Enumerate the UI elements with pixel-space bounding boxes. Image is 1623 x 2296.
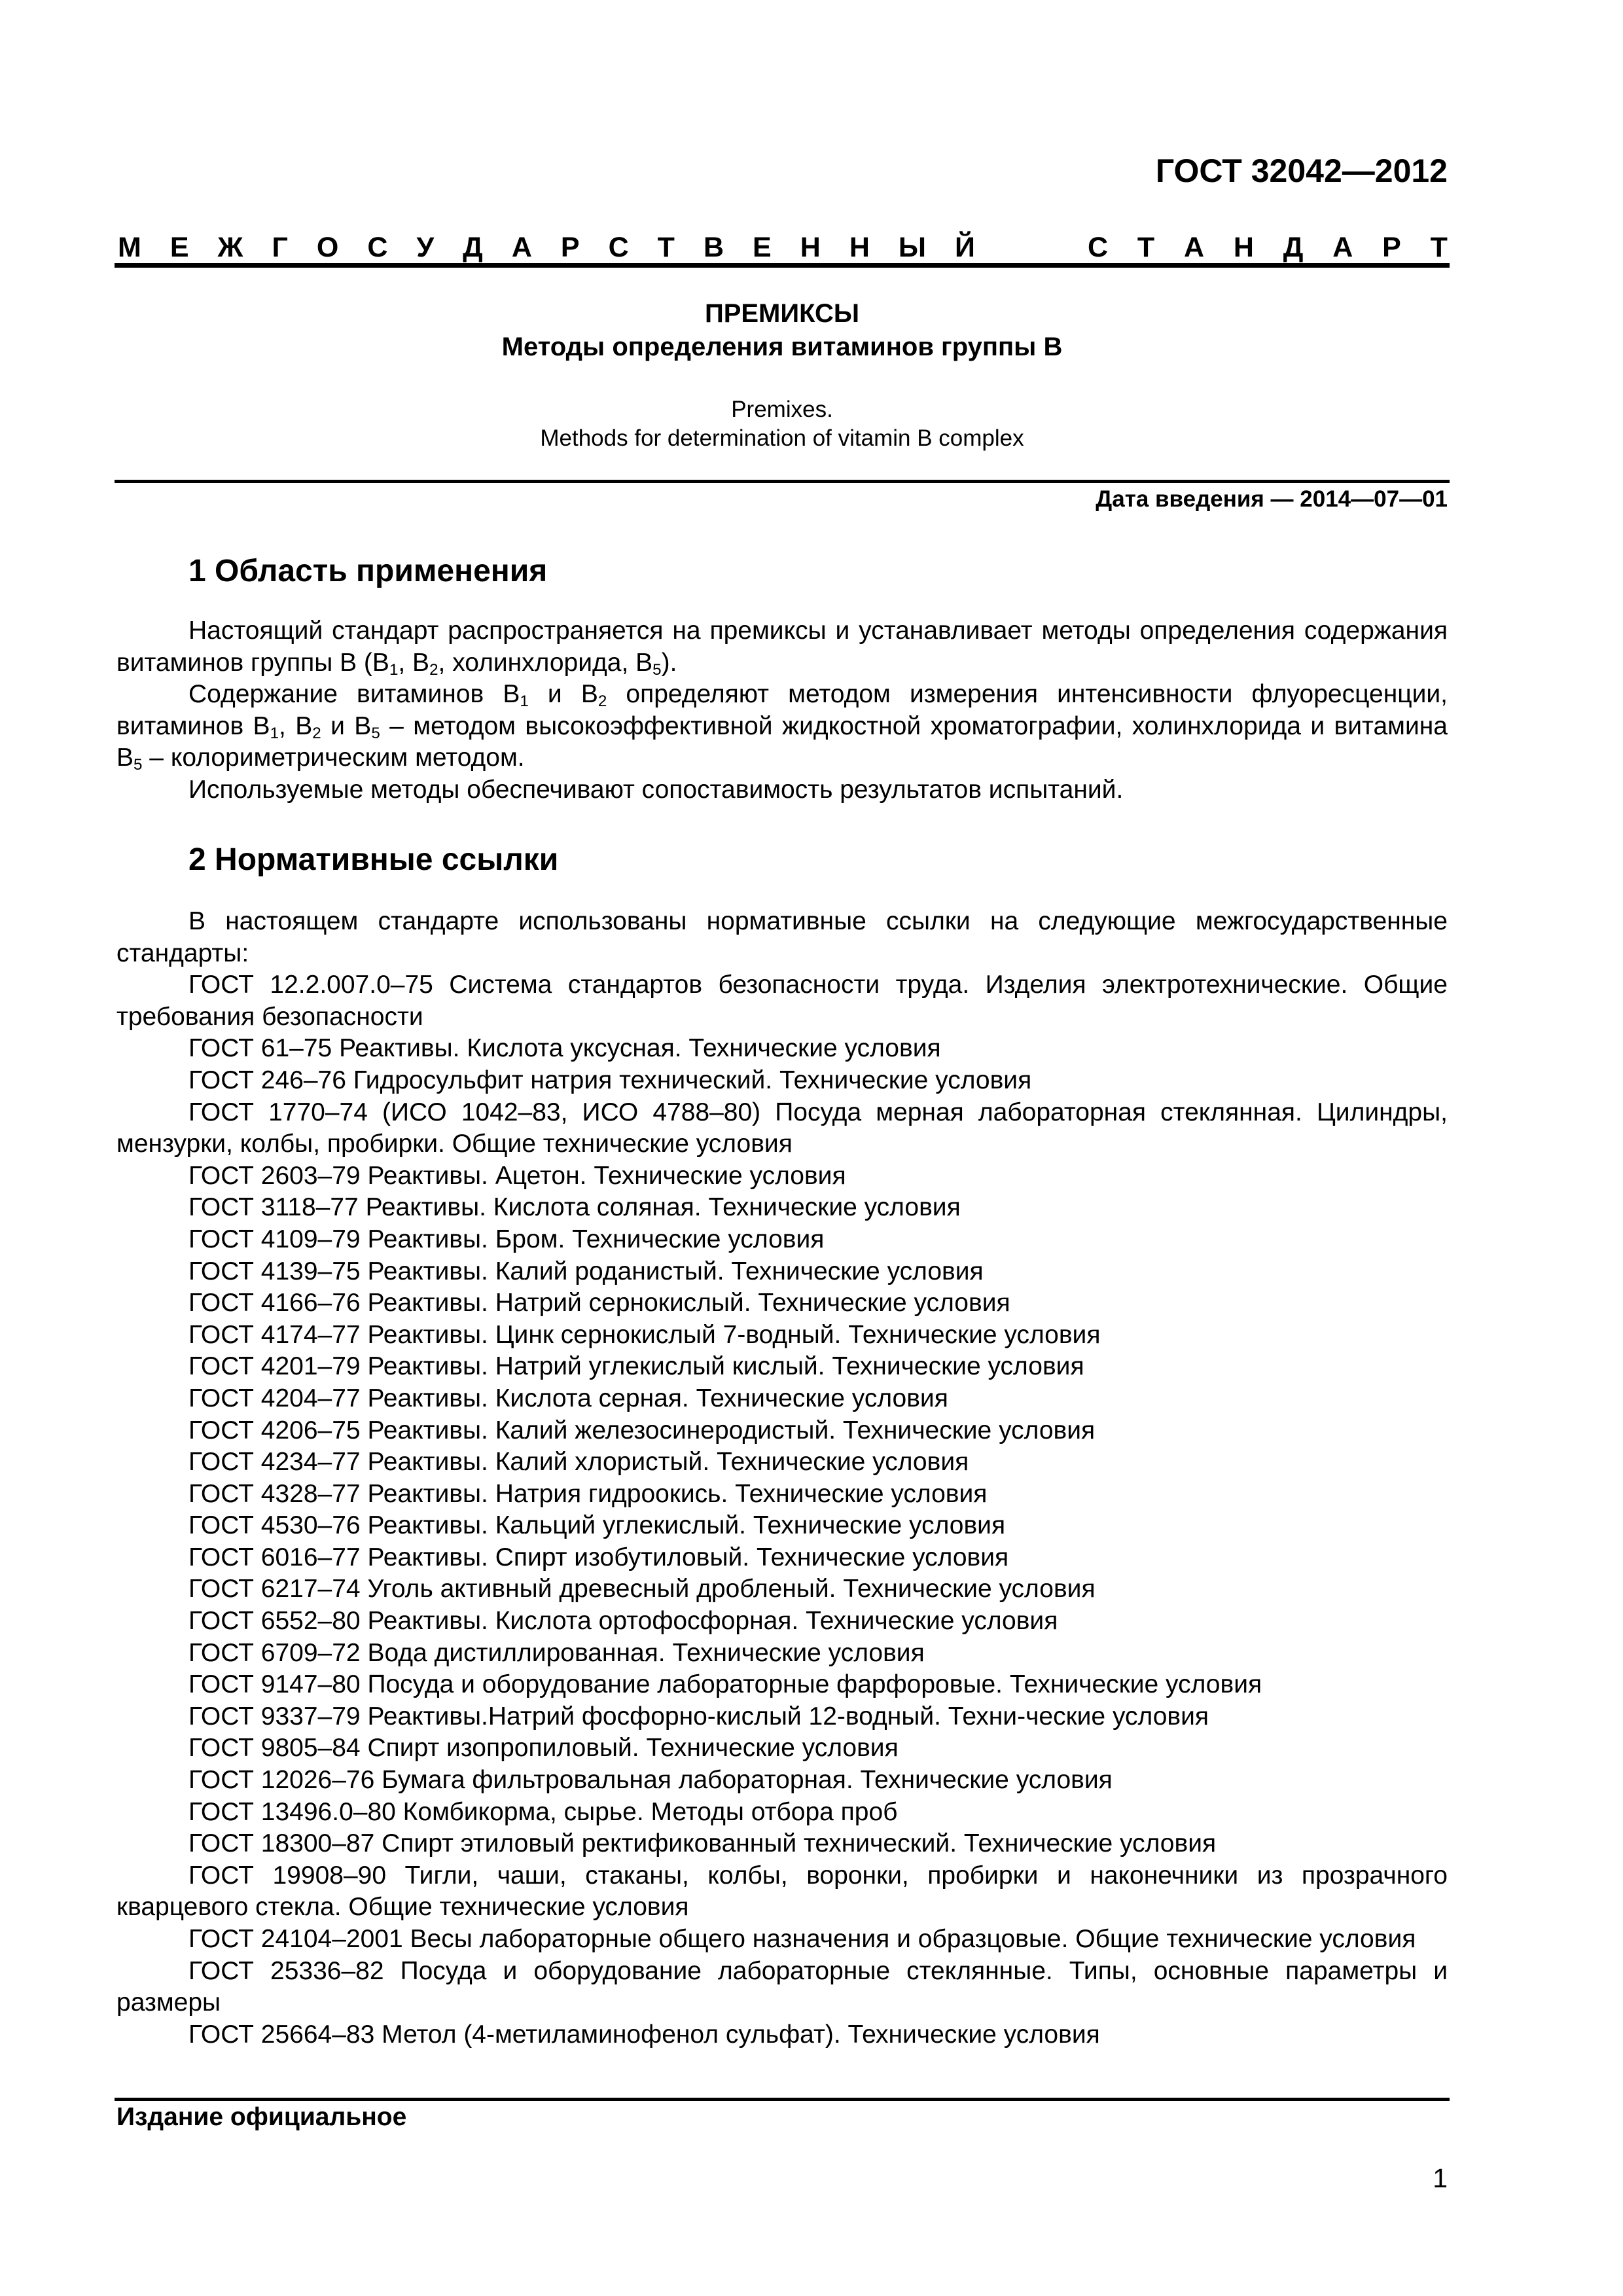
section-heading-scope: 1 Область применения: [188, 554, 548, 588]
reference-item: ГОСТ 4206–75 Реактивы. Калий железосинеродистый. Технические условия: [188, 1416, 1096, 1444]
subtitle-en: Methods for determination of vitamin B complex: [540, 425, 1024, 451]
reference-item: ГОСТ 6552–80 Реактивы. Кислота ортофосфорная. Технические условия: [188, 1607, 1058, 1636]
reference-item: ГОСТ 2603–79 Реактивы. Ацетон. Технические условия: [188, 1161, 846, 1190]
reference-item: ГОСТ 61–75 Реактивы. Кислота уксусная. Технические условия: [188, 1034, 941, 1063]
section-heading-references: 2 Нормативные ссылки: [188, 842, 559, 877]
subtitle-ru: Методы определения витаминов группы В: [501, 332, 1063, 361]
reference-item: ГОСТ 246–76 Гидросульфит натрия технический. Технические условия: [188, 1066, 1032, 1094]
reference-item: ГОСТ 4530–76 Реактивы. Кальций углекислый. Технические условия: [188, 1511, 1006, 1540]
reference-item: ГОСТ 4201–79 Реактивы. Натрий углекислый кислый. Технические условия: [188, 1352, 1084, 1381]
reference-item: ГОСТ 12.2.007.0–75 Система стандартов безопасности труда. Изделия электротехнические. Общие требования безопасности: [116, 971, 1448, 1031]
introduction-date: Дата введения — 2014—07—01: [1096, 486, 1448, 512]
standard-banner: [118, 232, 1448, 264]
reference-item: ГОСТ 4234–77 Реактивы. Калий хлористый. Технические условия: [188, 1448, 969, 1477]
reference-item: ГОСТ 9805–84 Спирт изопропиловый. Технические условия: [188, 1734, 899, 1763]
paragraph: Используемые методы обеспечивают сопоставимость результатов испытаний.: [188, 775, 1124, 804]
reference-item: ГОСТ 19908–90 Тигли, чаши, стаканы, колбы, воронки, пробирки и наконечники из прозрачного кварцевого стекла. Общие технические условия: [116, 1861, 1448, 1922]
document-code: ГОСТ 32042—2012: [1155, 152, 1448, 189]
reference-item: ГОСТ 9337–79 Реактивы.Натрий фосфорно-кислый 12-водный. Техни-ческие условия: [188, 1702, 1209, 1731]
banner-word-interstate: М Е Ж Г О С У Д А Р С Т В Е Н Н Ы Й: [118, 232, 975, 263]
reference-item: ГОСТ 3118–77 Реактивы. Кислота соляная. Технические условия: [188, 1193, 961, 1222]
banner-word-standard: С Т А Н Д А Р Т: [1088, 232, 1448, 263]
paragraph: В настоящем стандарте использованы нормативные ссылки на следующие межгосударственные стандарты:: [116, 907, 1448, 967]
reference-item: ГОСТ 1770–74 (ИСО 1042–83, ИСО 4788–80) Посуда мерная лабораторная стеклянная. Цилиндры, мензурки, колбы, пробирки. Общие технические условия: [116, 1098, 1448, 1158]
reference-item: ГОСТ 18300–87 Спирт этиловый ректификованный технический. Технические условия: [188, 1829, 1217, 1858]
reference-item: ГОСТ 6016–77 Реактивы. Спирт изобутиловый. Технические условия: [188, 1543, 1009, 1571]
footer-rule: [115, 2098, 1450, 2101]
official-edition-label: Издание официальное: [116, 2103, 407, 2131]
paragraph: Настоящий стандарт распространяется на премиксы и устанавливает методы определения содержания витаминов группы В ($В_1$, $В_2$, холинхлорида, $В_5$).: [116, 617, 1448, 679]
reference-item: ГОСТ 4204–77 Реактивы. Кислота серная. Технические условия: [188, 1384, 948, 1412]
reference-item: ГОСТ 24104–2001 Весы лабораторные общего назначения и образцовые. Общие технические условия: [188, 1925, 1416, 1953]
reference-item: ГОСТ 4139–75 Реактивы. Калий роданистый. Технические условия: [188, 1257, 984, 1285]
paragraph: Содержание витаминов $В_1$ и $В_2$ определяют методом измерения интенсивности флуоресценции, витаминов $В_1$, $В_2$ и $В_5$ – методом высокоэффективной жидкостной хроматографии, холинхлорида и витамина $В_5$ – колориметрическим методом.: [116, 680, 1448, 774]
title-en: Premixes.: [731, 397, 833, 422]
title-ru: ПРЕМИКСЫ: [704, 299, 860, 328]
reference-item: ГОСТ 4166–76 Реактивы. Натрий сернокислый. Технические условия: [188, 1289, 1010, 1318]
page-number: 1: [1433, 2163, 1448, 2193]
reference-item: ГОСТ 12026–76 Бумага фильтровальная лабораторная. Технические условия: [188, 1766, 1113, 1795]
reference-item: ГОСТ 4328–77 Реактивы. Натрия гидроокись. Технические условия: [188, 1479, 988, 1508]
reference-item: ГОСТ 25336–82 Посуда и оборудование лабораторные стеклянные. Типы, основные параметры и размеры: [116, 1956, 1448, 2017]
header-rule: [115, 263, 1450, 268]
reference-item: ГОСТ 4174–77 Реактивы. Цинк сернокислый 7-водный. Технические условия: [188, 1320, 1101, 1349]
reference-item: ГОСТ 6217–74 Уголь активный древесный дробленый. Технические условия: [188, 1575, 1096, 1604]
reference-item: ГОСТ 4109–79 Реактивы. Бром. Технические условия: [188, 1225, 825, 1253]
reference-item: ГОСТ 25664–83 Метол (4-метиламинофенол сульфат). Технические условия: [188, 2020, 1100, 2049]
title-rule: [115, 480, 1450, 483]
reference-item: ГОСТ 6709–72 Вода дистиллированная. Технические условия: [188, 1638, 925, 1667]
reference-item: ГОСТ 9147–80 Посуда и оборудование лабораторные фарфоровые. Технические условия: [188, 1670, 1262, 1699]
section-references-body: [116, 906, 1448, 2051]
section-scope-body: [116, 615, 1448, 806]
reference-item: ГОСТ 13496.0–80 Комбикорма, сырье. Методы отбора проб: [188, 1797, 898, 1826]
